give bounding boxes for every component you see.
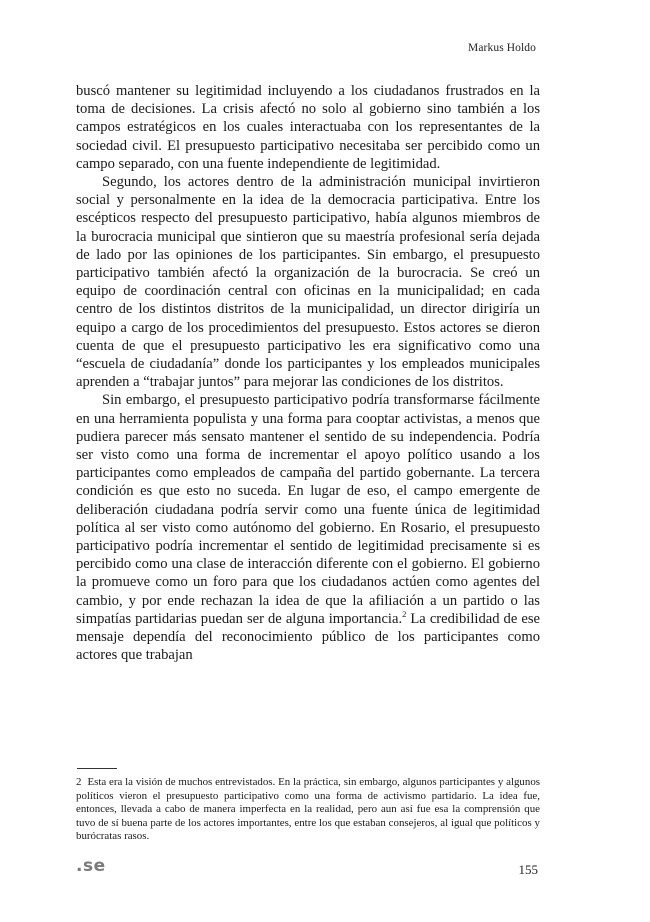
footnote-number: 2 — [76, 776, 82, 788]
page-number: 155 — [518, 862, 538, 877]
footnote-divider — [77, 768, 117, 769]
running-header-author: Markus Holdo — [468, 42, 536, 54]
paragraph-2: Segundo, los actores dentro de la administración municipal invirtieron social y personalmente en la idea de la democracia participativa. Entre los escépticos respecto del presupuesto participativo, había algunos miembros de la burocracia municipal que sintieron que su maestría profesional sería dejada de lado por las opiniones de los participantes. Sin embargo, el presupuesto participativo también afectó la organización de la burocracia. Se creó un equipo de coordinación central con oficinas en la municipalidad; en cada centro de los distintos distritos de la municipalidad, un director dirigiría un equipo a cargo de los procedimientos del presupuesto. Estos actores se dieron cuenta de que el presupuesto participativo les era significativo como una “escuela de ciudadanía” donde los participantes y los empleados municipales aprenden a “trabajar juntos” para mejorar las condiciones de los distritos. — [76, 174, 540, 391]
footnote — [76, 776, 540, 844]
publisher-logo: .se — [76, 856, 106, 876]
footnote-text: Esta era la visión de muchos entrevistados. En la práctica, sin embargo, algunos participantes y algunos políticos vieron el presupuesto participativo como una forma de activismo partidario. La idea fue, entonces, llevada a cabo de manera imperfecta en la realidad, pero aun así fue esa la comprensión que tuvo de sí buena parte de los actores importantes, entre los que estaban consejeros, al igual que políticos y burócratas rasos. — [76, 776, 540, 843]
footnote-reference[interactable]: 2 — [402, 609, 407, 620]
paragraph-1: buscó mantener su legitimidad incluyendo a los ciudadanos frustrados en la toma de decisiones. La crisis afectó no solo al gobierno sino también a los campos estratégicos en los cuales interactuaba con los representantes de la sociedad civil. El presupuesto participativo necesitaba ser percibido como un campo separado, con una fuente independiente de legitimidad. — [76, 83, 540, 172]
paragraph-3-main: Sin embargo, el presupuesto participativo podría transformarse fácilmente en una herramienta populista y una forma para cooptar activistas, a menos que pudiera parecer más sensato mantener el sentido de su independencia. Podría ser visto como una forma de incrementar el apoyo político usando a los participantes como empleados de campaña del partido gobernante. La tercera condición es que esto no suceda. En lugar de eso, el campo emergente de deliberación ciudadana podría servir como una fuente única de legitimidad política al ser visto como autónomo del gobierno. En Rosario, el presupuesto participativo podría incrementar el sentido de legitimidad precisamente si es percibido como una clase de interacción diferente con el gobierno. El gobierno la promueve como un foro para que los ciudadanos actúen como agentes del cambio, y por ende rechazan la idea de que la afiliación a un partido o las simpatías partidarias puedan ser de alguna importancia. — [76, 392, 540, 627]
body-text — [76, 82, 540, 665]
paragraph-3 — [76, 391, 540, 664]
paragraph-3-tail: La credibilidad de ese mensaje dependía del reconocimiento público de los participantes como actores que trabajan — [76, 610, 540, 664]
